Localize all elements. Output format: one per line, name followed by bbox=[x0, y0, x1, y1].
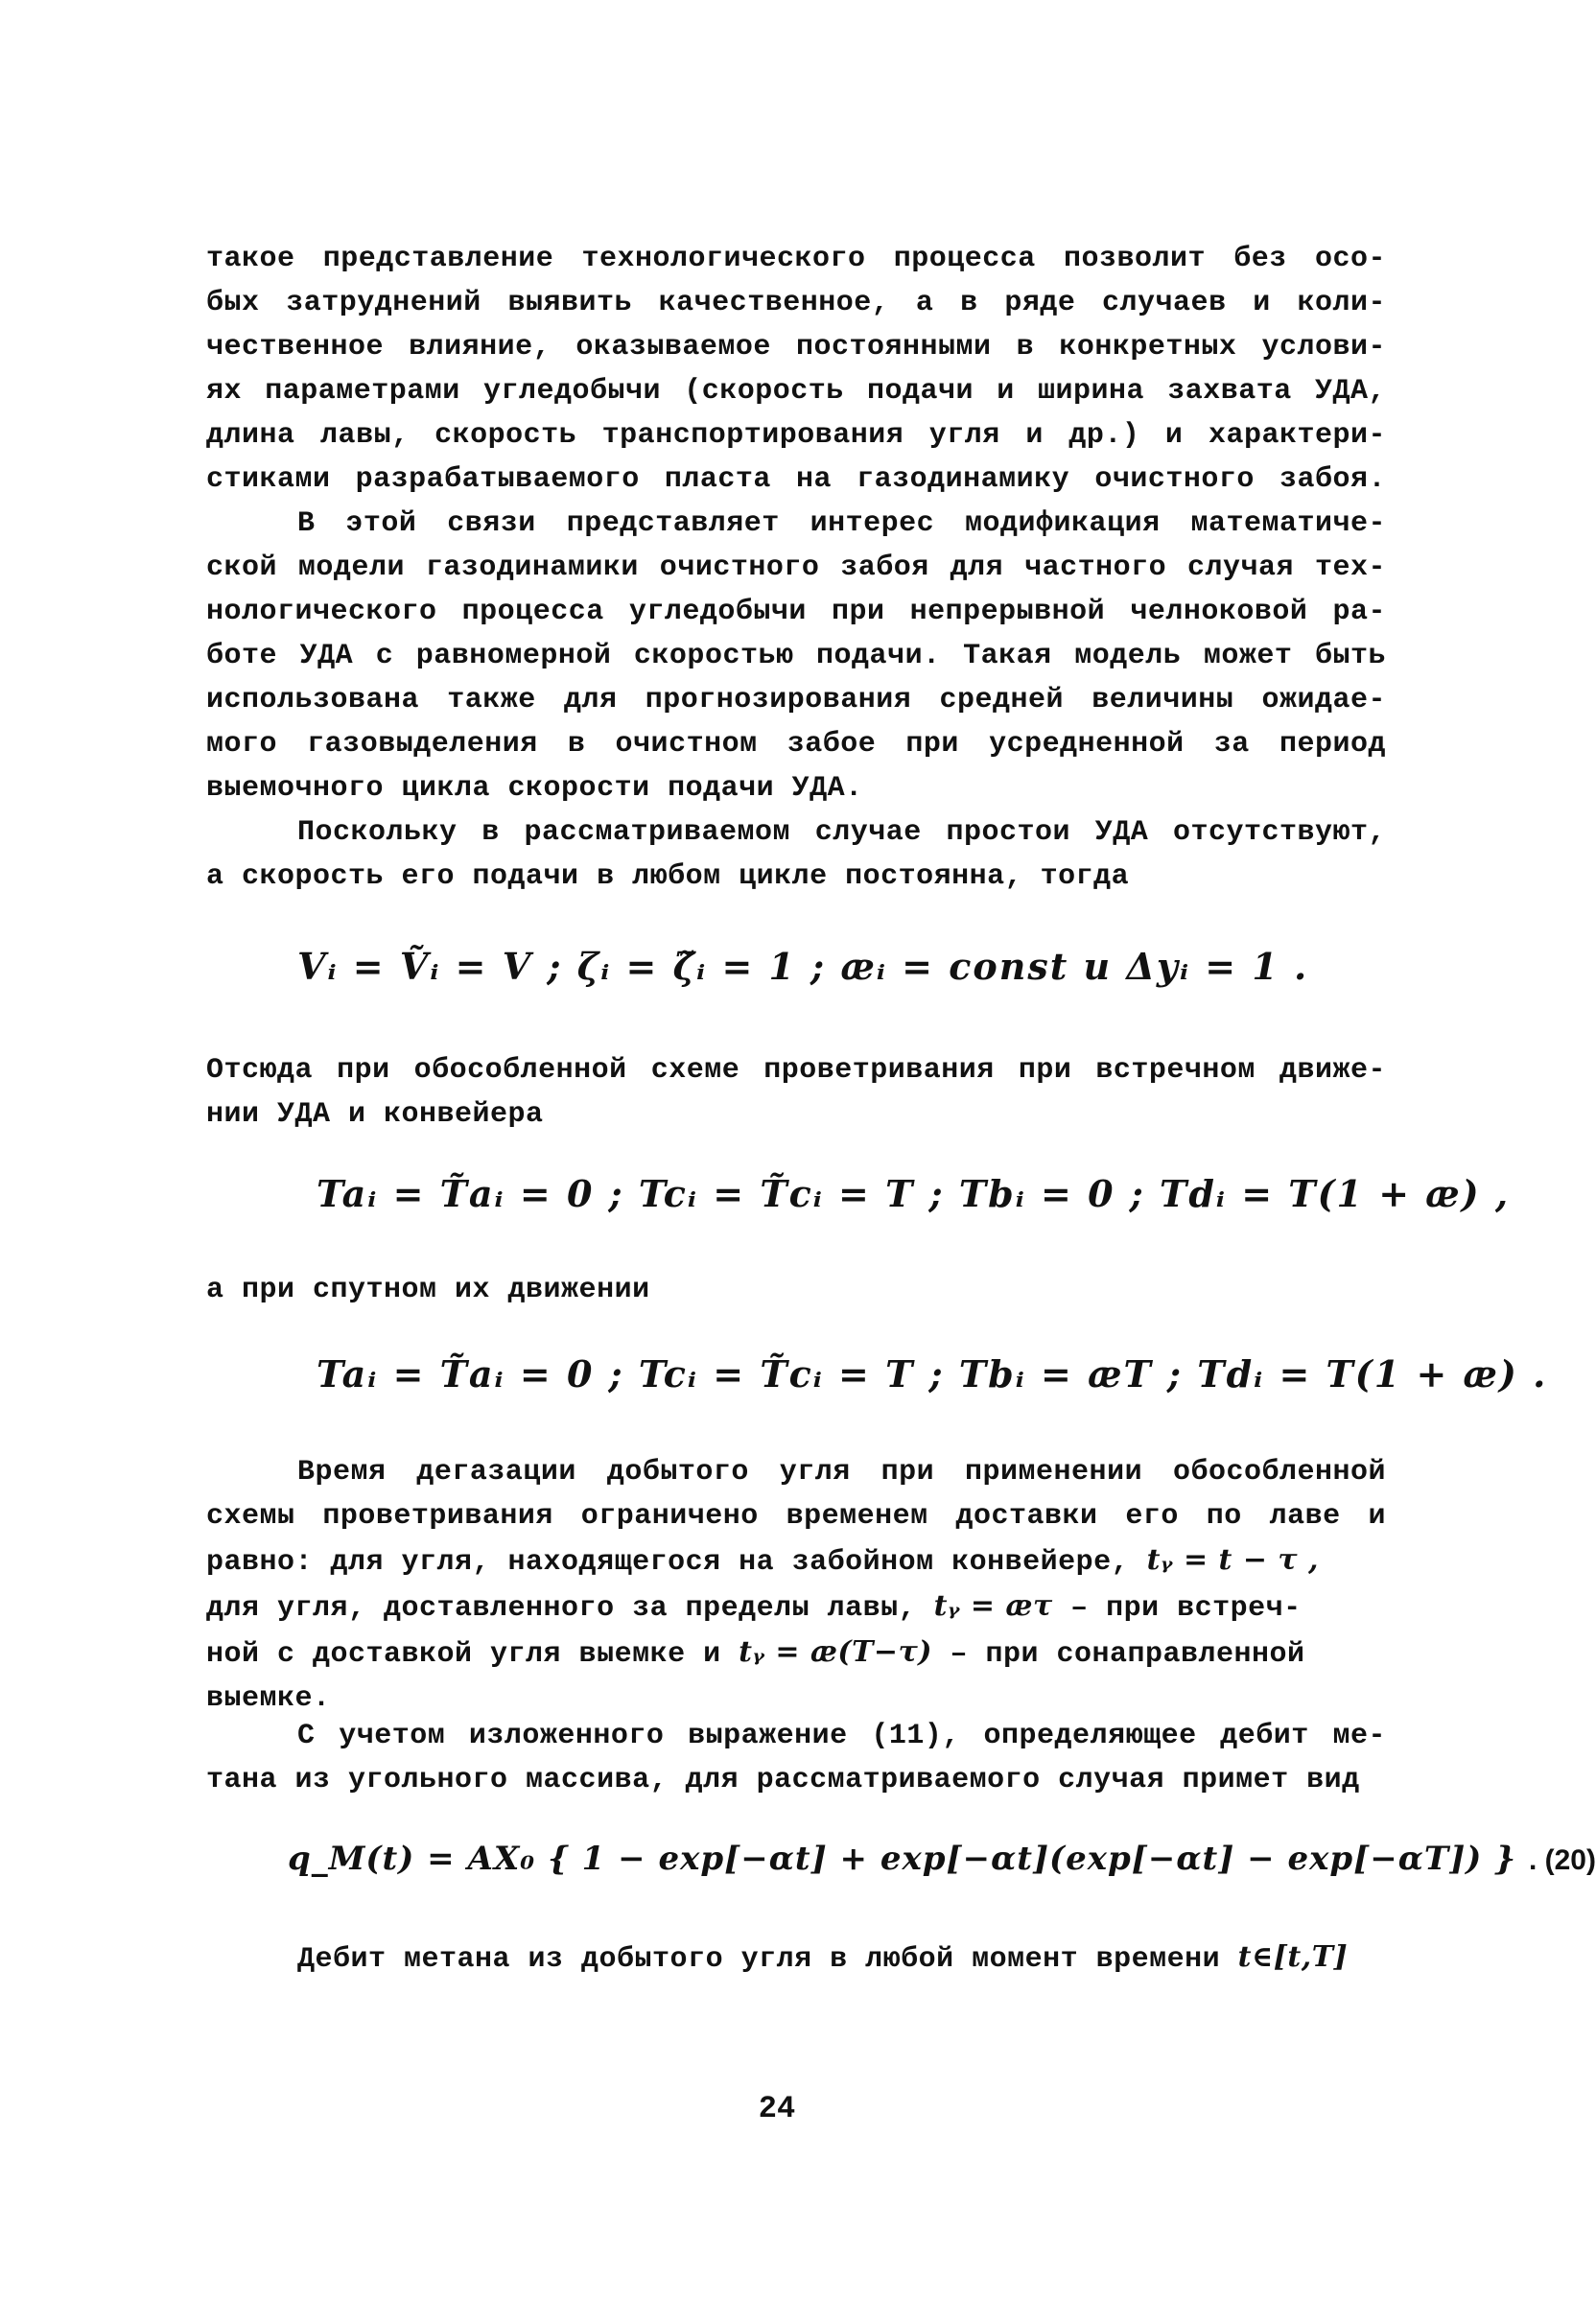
formula-constants: Vᵢ = Ṽᵢ = V ; ζᵢ = ζ̃ᵢ = 1 ; æᵢ = const и Δyᵢ = 1 . bbox=[297, 945, 1309, 988]
inline-formula: tᵧ = t − τ , bbox=[1146, 1543, 1319, 1577]
formula-body: q_M(t) = AX₀ { 1 − exp[−αt] + exp[−αt](exp[−αt] − exp[−αT]) } bbox=[288, 1840, 1517, 1878]
text-line: длина лавы, скорость транспортирования угля и др.) и характери- bbox=[206, 419, 1386, 452]
text-line: Поскольку в рассматриваемом случае простои УДА отсутствуют, bbox=[297, 816, 1386, 849]
inline-formula: t∈[t,T] bbox=[1237, 1940, 1349, 1974]
page-number: 24 bbox=[758, 2091, 796, 2126]
text-segment: – при сонаправленной bbox=[950, 1638, 1305, 1671]
text-line: выемке. bbox=[206, 1682, 331, 1715]
text-line: а скорость его подачи в любом цикле постоянна, тогда bbox=[206, 860, 1130, 893]
text-line bbox=[206, 1631, 1386, 1677]
text-line bbox=[206, 1538, 1386, 1584]
text-line: боте УДА с равномерной скоростью подачи. Такая модель может быть bbox=[206, 640, 1386, 672]
paragraph-1 bbox=[206, 237, 1386, 502]
text-line: Время дегазации добытого угля при применении обособленной bbox=[297, 1456, 1386, 1489]
text-line: мого газовыделения в очистном забое при усредненной за период bbox=[206, 728, 1386, 761]
text-segment: – при встреч- bbox=[1070, 1592, 1302, 1625]
text-line: Отсюда при обособленной схеме проветривания при встречном движе- bbox=[206, 1054, 1386, 1087]
text-line: нии УДА и конвейера bbox=[206, 1098, 544, 1131]
text-line bbox=[206, 1584, 1386, 1631]
text-line: бых затруднений выявить качественное, а в ряде случаев и коли- bbox=[206, 287, 1386, 319]
inline-formula: tᵧ = æ(T−τ) bbox=[739, 1635, 932, 1669]
text-segment: Дебит метана из добытого угля в любой момент времени bbox=[297, 1943, 1221, 1976]
text-line: схемы проветривания ограничено временем доставки его по лаве и bbox=[206, 1500, 1386, 1533]
text-segment: для угля, доставленного за пределы лавы, bbox=[206, 1592, 917, 1625]
text-line: использована также для прогнозирования средней величины ожидае- bbox=[206, 684, 1386, 716]
formula-counter-movement: Taᵢ = T̃aᵢ = 0 ; Tcᵢ = T̃cᵢ = T ; Tbᵢ = 0 ; Tdᵢ = T(1 + æ) , bbox=[317, 1172, 1511, 1215]
inline-formula: tᵧ = æτ bbox=[933, 1589, 1053, 1623]
paragraph-5 bbox=[206, 1268, 1386, 1312]
text-line: С учетом изложенного выражение (11), определяющее дебит ме- bbox=[297, 1720, 1386, 1752]
text-line: ской модели газодинамики очистного забоя для частного случая тех- bbox=[206, 551, 1386, 584]
text-line: выемочного цикла скорости подачи УДА. bbox=[206, 772, 863, 805]
text-line: чественное влияние, оказываемое постоянными в конкретных услови- bbox=[206, 331, 1386, 364]
text-line: ях параметрами угледобычи (скорость подачи и ширина захвата УДА, bbox=[206, 375, 1386, 408]
equation-number: . (20) bbox=[1528, 1844, 1596, 1876]
text-line: а при спутном их движении bbox=[206, 1274, 650, 1306]
text-line: такое представление технологического процесса позволит без осо- bbox=[206, 243, 1386, 275]
text-line: нологического процесса угледобычи при непрерывной челноковой ра- bbox=[206, 596, 1386, 628]
paragraph-4 bbox=[206, 1048, 1386, 1137]
text-line bbox=[206, 1936, 1386, 1982]
formula-co-movement: Taᵢ = T̃aᵢ = 0 ; Tcᵢ = T̃cᵢ = T ; Tbᵢ = æT ; Tdᵢ = T(1 + æ) . bbox=[317, 1352, 1548, 1396]
paragraph-8 bbox=[206, 1936, 1386, 1982]
text-segment: равно: для угля, находящегося на забойном конвейере, bbox=[206, 1546, 1130, 1579]
paragraph-3 bbox=[206, 810, 1386, 899]
text-line: стиками разрабатываемого пласта на газодинамику очистного забоя. bbox=[206, 463, 1386, 496]
paragraph-6 bbox=[206, 1450, 1386, 1721]
text-line: В этой связи представляет интерес модификация математиче- bbox=[297, 507, 1386, 540]
text-segment: ной с доставкой угля выемке и bbox=[206, 1638, 721, 1671]
paragraph-2 bbox=[206, 502, 1386, 810]
formula-methane-debit bbox=[288, 1840, 1596, 1878]
paragraph-7 bbox=[206, 1714, 1386, 1802]
text-line: тана из угольного массива, для рассматриваемого случая примет вид bbox=[206, 1764, 1360, 1796]
